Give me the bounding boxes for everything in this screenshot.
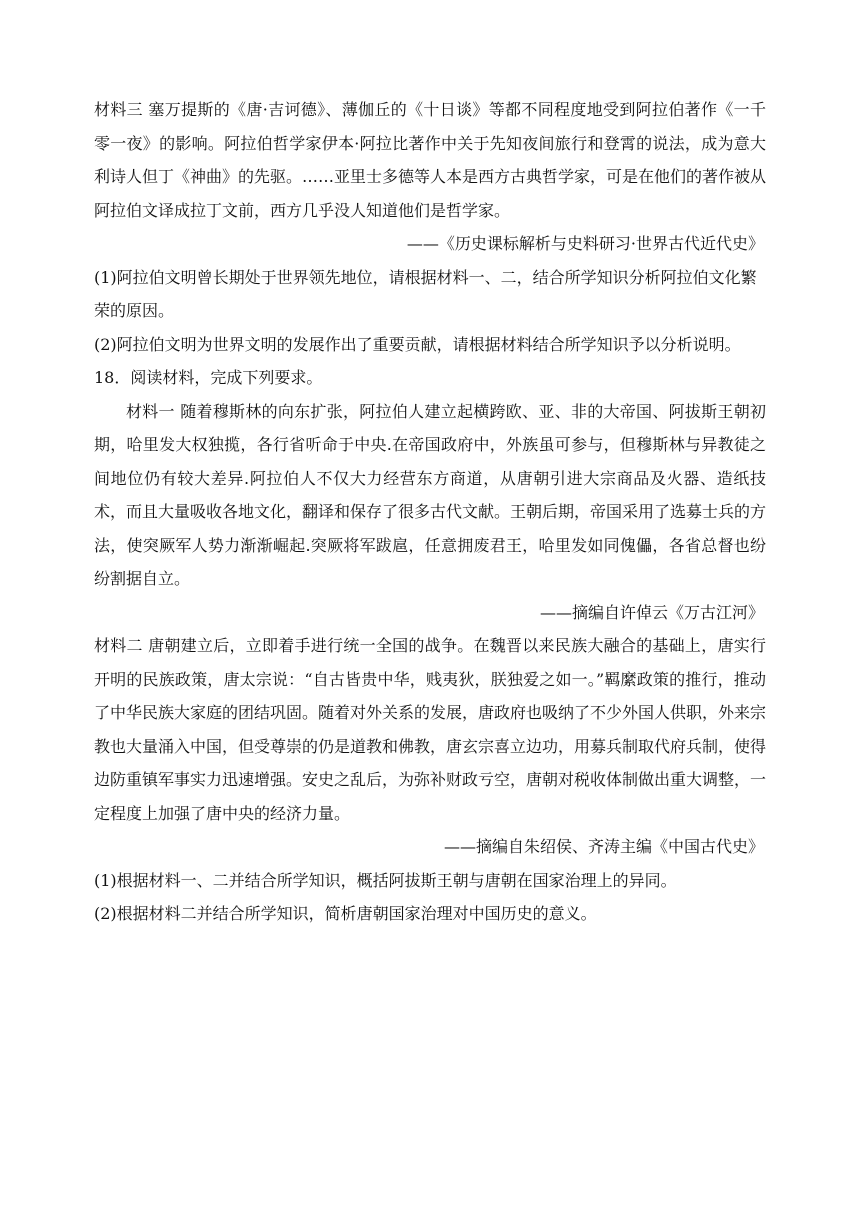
question-18-header: 18．阅读材料，完成下列要求。 <box>94 368 323 387</box>
question-18-material-1-source: ——摘编自许倬云《万古江河》 <box>539 602 764 622</box>
question-18-part-1: (1)根据材料一、二并结合所学知识，概括阿拔斯王朝与唐朝在国家治理上的异同。 <box>94 870 677 890</box>
question-17-part-1: (1)阿拉伯文明曾长期处于世界领先地位，请根据材料一、二，结合所学知识分析阿拉伯文化繁荣的原因。 <box>94 267 757 320</box>
question-18-material-1-text: 材料一 随着穆斯林的向东扩张，阿拉伯人建立起横跨欧、亚、非的大帝国、阿拔斯王朝初期，哈里发大权独揽，各行省听命于中央.在帝国政府中，外族虽可参与，但穆斯林与异教徒之间地位仍有较大差异.阿拉伯人不仅大力经营东方商道，从唐朝引进大宗商品及火器、造纸技术，而且大量吸收各地文化，翻译和保存了很多古代文献。王朝后期，帝国采用了选募士兵的方法，使突厥军人势力渐渐崛起.突厥将军跋扈，任意拥废君王，哈里发如同傀儡，各省总督也纷纷割据自立。 <box>94 401 767 588</box>
material-3-source: ——《历史课标解析与史料研习·世界古代近代史》 <box>406 234 764 253</box>
question-17-part-2: (2)阿拉伯文明为世界文明的发展作出了重要贡献，请根据材料结合所学知识予以分析说明。 <box>94 334 741 354</box>
question-18-material-2-text: 材料二 唐朝建立后，立即着手进行统一全国的战争。在魏晋以来民族大融合的基础上，唐实行开明的民族政策，唐太宗说：“自古皆贵中华，贱夷狄，朕独爱之如一。”羁縻政策的推行，推动了中华民族大家庭的团结巩固。随着对外关系的发展，唐政府也吸纳了不少外国人供职，外来宗教也大量涌入中国，但受尊崇的仍是道教和佛教，唐玄宗喜立边功，用募兵制取代府兵制，使得边防重镇军事实力迅速增强。安史之乱后，为弥补财政亏空，唐朝对税收体制做出重大调整，一定程度上加强了唐中央的经济力量。 <box>94 636 767 823</box>
document-page <box>94 93 766 931</box>
question-18-material-2-source: ——摘编自朱绍侯、齐涛主编《中国古代史》 <box>443 837 764 856</box>
material-3-text: 材料三 塞万提斯的《唐·吉诃德》、薄伽丘的《十日谈》等都不同程度地受到阿拉伯著作《一千零一夜》的影响。阿拉伯哲学家伊本·阿拉比著作中关于先知夜间旅行和登霄的说法，成为意大利诗人但丁《神曲》的先驱。……亚里士多德等人本是西方古典哲学家，可是在他们的著作被从阿拉伯文译成拉丁文前，西方几乎没人知道他们是哲学家。 <box>94 100 767 220</box>
question-18-part-2: (2)根据材料二并结合所学知识，简析唐朝国家治理对中国历史的意义。 <box>94 904 597 923</box>
